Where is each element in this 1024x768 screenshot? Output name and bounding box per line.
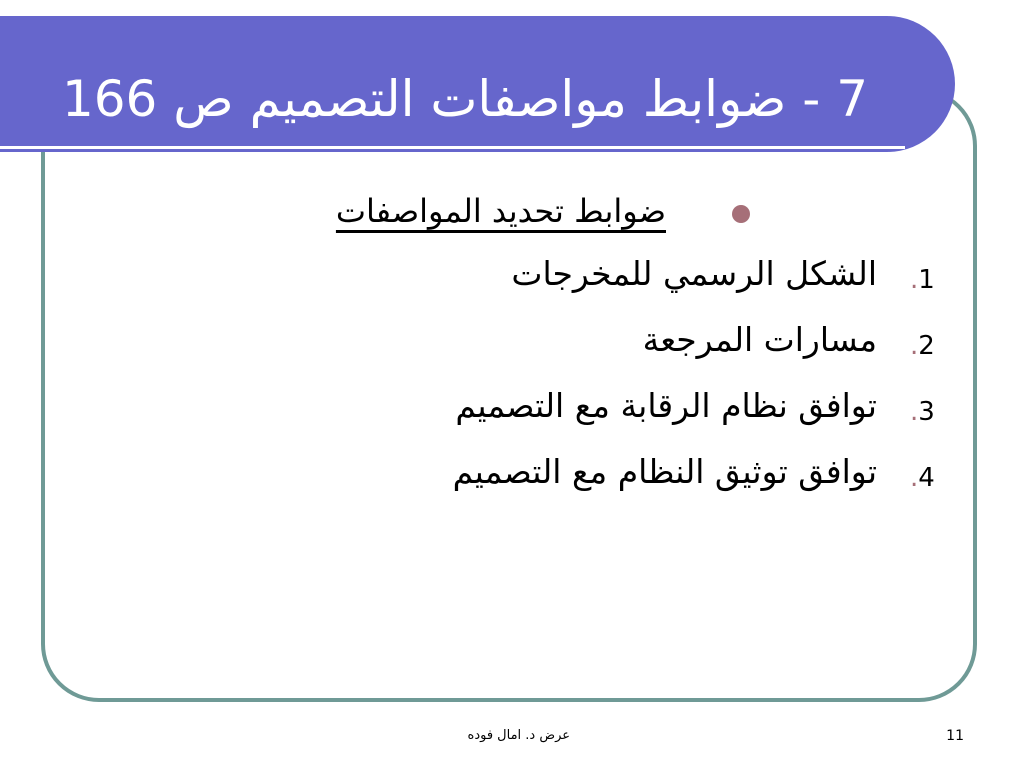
list-number-value: 3 — [918, 397, 935, 427]
slide-footer: عرض د. امال فوده — [467, 728, 570, 743]
bullet-icon — [732, 205, 750, 223]
list-item — [400, 446, 950, 512]
list-item-text: الشكل الرسمي للمخرجات — [511, 254, 877, 293]
list-number-dot: . — [910, 331, 919, 361]
list-item-text: توافق نظام الرقابة مع التصميم — [455, 386, 877, 425]
list-number-dot: . — [910, 463, 919, 493]
bullet-heading: ضوابط تحديد المواصفات — [335, 192, 666, 230]
list-number-dot: . — [910, 397, 919, 427]
list-number-value: 1 — [918, 265, 935, 295]
list-number — [910, 392, 950, 432]
list-item — [400, 248, 950, 314]
list-number-dot: . — [910, 265, 919, 295]
list-item — [400, 380, 950, 446]
list-number — [910, 326, 950, 366]
numbered-list — [400, 248, 950, 512]
list-item — [400, 314, 950, 380]
list-number-value: 4 — [918, 463, 935, 493]
list-item-text: مسارات المرجعة — [642, 320, 877, 359]
list-item-text: توافق توثيق النظام مع التصميم — [452, 452, 877, 491]
bullet-row — [280, 186, 750, 240]
title-underline — [0, 146, 905, 149]
list-number-value: 2 — [918, 331, 935, 361]
slide-title: 7 - ضوابط مواصفات التصميم ص 166 — [61, 70, 868, 128]
list-number — [910, 260, 950, 300]
slide-number: 11 — [946, 728, 964, 744]
list-number — [910, 458, 950, 498]
title-bar — [0, 16, 955, 152]
